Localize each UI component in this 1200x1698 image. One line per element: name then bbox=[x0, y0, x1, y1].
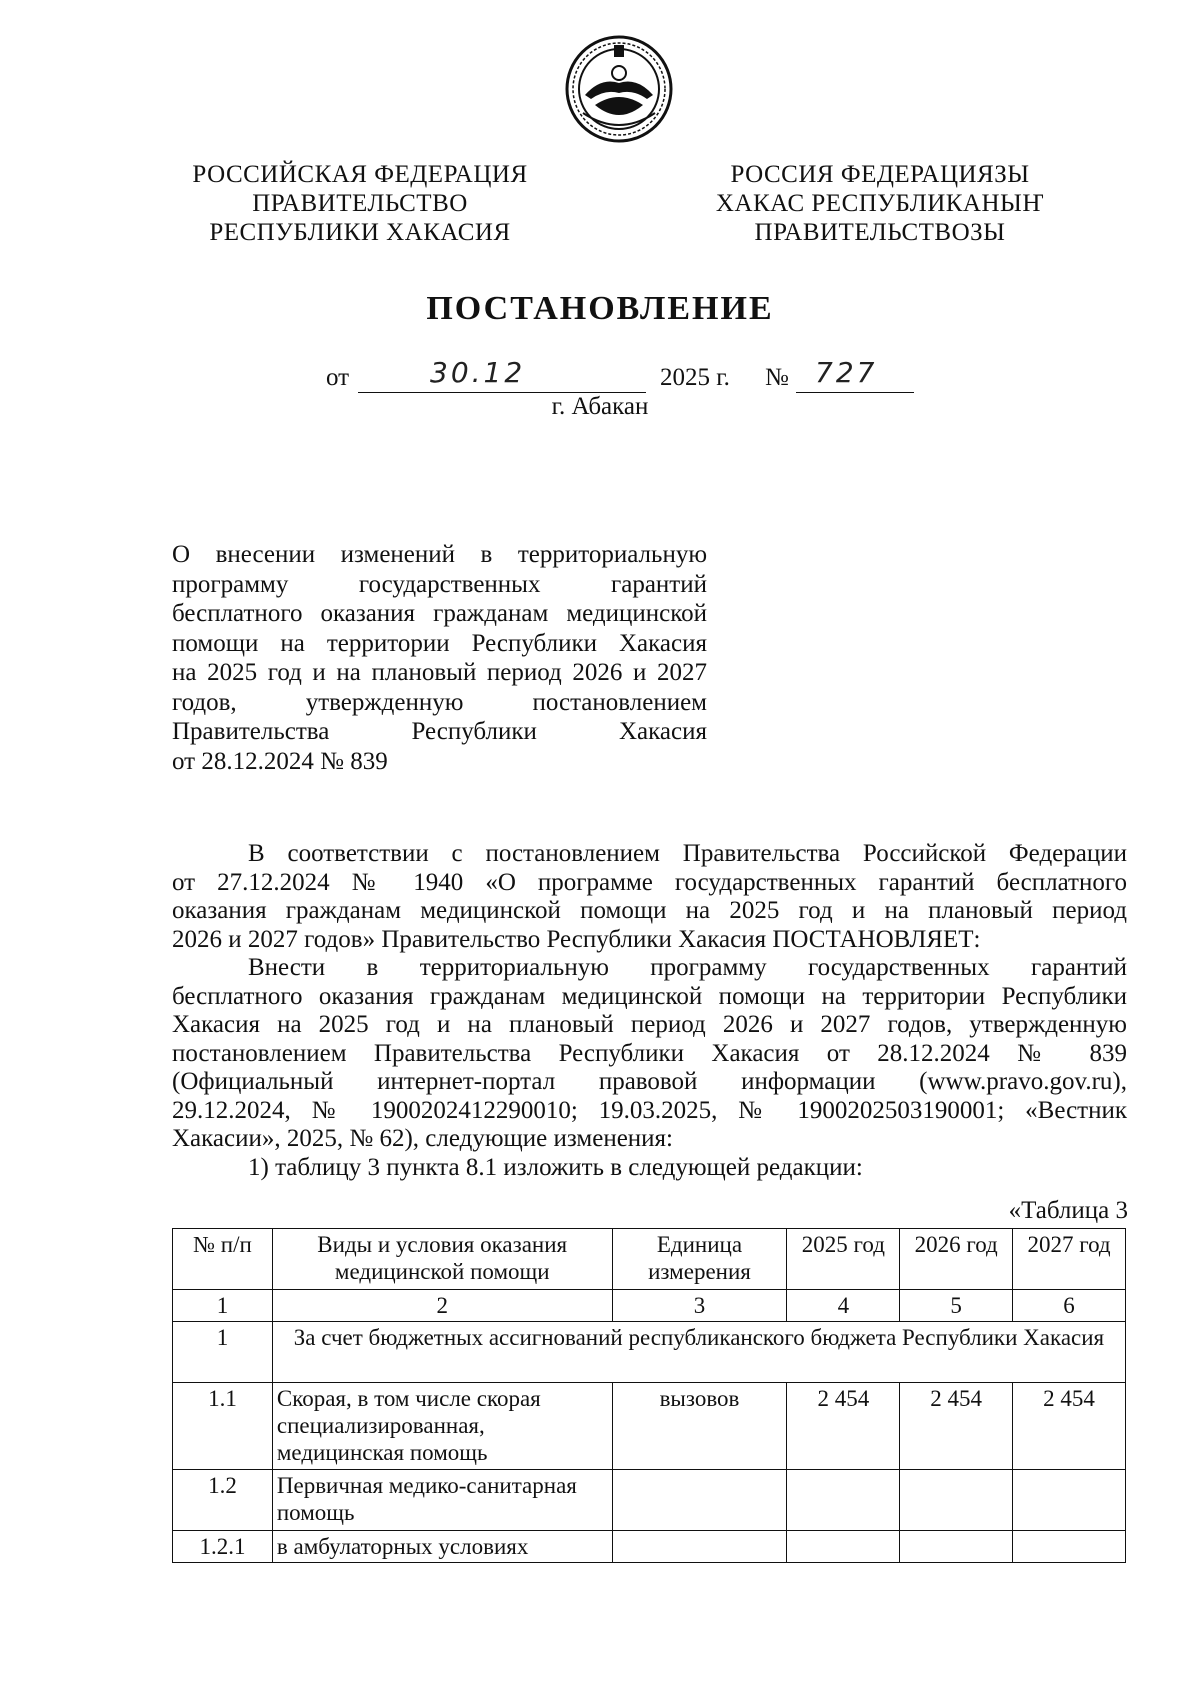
row-value-2026 bbox=[900, 1470, 1013, 1531]
document-body bbox=[172, 840, 1127, 1182]
date-prefix: от bbox=[326, 364, 350, 391]
body-line: Внести в территориальную программу государственных гарантий bbox=[248, 954, 1127, 981]
body-line: Хакасия на 2025 год и на плановый период 2026 и 2027 годов, утвержденную bbox=[172, 1011, 1127, 1038]
header-right-line: РОССИЯ ФЕДЕРАЦИЯЗЫ bbox=[730, 161, 1030, 188]
row-number: 1.2 bbox=[173, 1470, 273, 1531]
handwritten-date: 30.12 bbox=[430, 356, 526, 389]
row-name: Скорая, в том числе скорая специализированная, медицинская помощь bbox=[272, 1383, 612, 1470]
document-subject bbox=[172, 540, 707, 776]
body-line: от 27.12.2024 № 1940 «О программе государственных гарантий бесплатного bbox=[172, 868, 1127, 896]
subject-line: на 2025 год и на плановый период 2026 и 2027 bbox=[172, 659, 707, 686]
row-value-2025 bbox=[787, 1470, 900, 1531]
guarantees-table bbox=[172, 1228, 1126, 1563]
body-line: В соответствии с постановлением Правительства Российской Федерации bbox=[248, 840, 1127, 867]
city: г. Абакан bbox=[551, 393, 649, 420]
subject-line: О внесении изменений в территориальную bbox=[172, 541, 707, 568]
row-unit: вызовов bbox=[612, 1383, 787, 1470]
row-number: 1.1 bbox=[173, 1383, 273, 1470]
table-header-row bbox=[173, 1229, 1126, 1290]
header-cell: 2027 год bbox=[1013, 1229, 1126, 1290]
coat-of-arms-icon bbox=[563, 33, 675, 145]
header-cell: 2025 год bbox=[787, 1229, 900, 1290]
date-year: 2025 г. bbox=[660, 364, 730, 391]
header-cell: № п/п bbox=[173, 1229, 273, 1290]
subject-line: от 28.12.2024 № 839 bbox=[172, 747, 388, 775]
row-value-2025 bbox=[787, 1531, 900, 1563]
body-line: Хакасии», 2025, № 62), следующие изменения: bbox=[172, 1125, 674, 1152]
column-number: 2 bbox=[272, 1290, 612, 1322]
handwritten-number: 727 bbox=[815, 356, 878, 389]
row-value-2027 bbox=[1013, 1531, 1126, 1563]
column-number: 1 bbox=[173, 1290, 273, 1322]
body-line: (Официальный интернет-портал правовой информации (www.pravo.gov.ru), bbox=[172, 1068, 1127, 1095]
subject-line: бесплатного оказания гражданам медицинской bbox=[172, 600, 707, 627]
body-line: 1) таблицу 3 пункта 8.1 изложить в следующей редакции: bbox=[248, 1153, 863, 1181]
row-name: в амбулаторных условиях bbox=[272, 1531, 612, 1563]
row-unit bbox=[612, 1470, 787, 1531]
table-row bbox=[173, 1531, 1126, 1563]
document-type: ПОСТАНОВЛЕНИЕ bbox=[426, 290, 774, 327]
row-value-2026: 2 454 bbox=[900, 1383, 1013, 1470]
header-left-line: РЕСПУБЛИКИ ХАКАСИЯ bbox=[209, 219, 511, 246]
row-value-2027 bbox=[1013, 1470, 1126, 1531]
body-line: оказания гражданам медицинской помощи на 2025 год и на плановый период bbox=[172, 897, 1127, 924]
table-row bbox=[173, 1470, 1126, 1531]
row-value-2027: 2 454 bbox=[1013, 1383, 1126, 1470]
subject-line: Правительства Республики Хакасия bbox=[172, 718, 707, 745]
column-number: 3 bbox=[612, 1290, 787, 1322]
header-cell: Единица измерения bbox=[612, 1229, 787, 1290]
column-number: 4 bbox=[787, 1290, 900, 1322]
body-line: 29.12.2024, № 1900202412290010; 19.03.2025, № 1900202503190001; «Вестник bbox=[172, 1096, 1127, 1124]
header-right-line: ХАКАС РЕСПУБЛИКАНЫҤ bbox=[715, 190, 1045, 217]
table-row bbox=[173, 1383, 1126, 1470]
section-row bbox=[173, 1322, 1126, 1383]
header-right bbox=[680, 160, 1080, 247]
header-left-line: РОССИЙСКАЯ ФЕДЕРАЦИЯ bbox=[192, 161, 528, 188]
header-right-line: ПРАВИТЕЛЬСТВОЗЫ bbox=[754, 219, 1006, 246]
row-name: Первичная медико-санитарная помощь bbox=[272, 1470, 612, 1531]
row-unit bbox=[612, 1531, 787, 1563]
header-left bbox=[160, 160, 560, 247]
column-numbers-row bbox=[173, 1290, 1126, 1322]
header-cell: Виды и условия оказания медицинской помощи bbox=[272, 1229, 612, 1290]
row-value-2025: 2 454 bbox=[787, 1383, 900, 1470]
table-caption: «Таблица 3 bbox=[1008, 1197, 1128, 1224]
number-sign: № bbox=[765, 364, 789, 391]
row-number: 1.2.1 bbox=[173, 1531, 273, 1563]
header-cell: 2026 год bbox=[900, 1229, 1013, 1290]
body-line: бесплатного оказания гражданам медицинской помощи на территории Республики bbox=[172, 982, 1127, 1010]
body-line: постановлением Правительства Республики Хакасия от 28.12.2024 № 839 bbox=[172, 1039, 1127, 1067]
column-number: 5 bbox=[900, 1290, 1013, 1322]
header-left-line: ПРАВИТЕЛЬСТВО bbox=[252, 190, 468, 217]
subject-line: годов, утвержденную постановлением bbox=[172, 688, 707, 716]
column-number: 6 bbox=[1013, 1290, 1126, 1322]
body-line: 2026 и 2027 годов» Правительство Республики Хакасия ПОСТАНОВЛЯЕТ: bbox=[172, 925, 981, 953]
section-title: За счет бюджетных ассигнований республиканского бюджета Республики Хакасия bbox=[272, 1322, 1125, 1383]
subject-line: программу государственных гарантий bbox=[172, 570, 707, 598]
row-value-2026 bbox=[900, 1531, 1013, 1563]
section-number: 1 bbox=[173, 1322, 273, 1383]
subject-line: помощи на территории Республики Хакасия bbox=[172, 629, 707, 657]
